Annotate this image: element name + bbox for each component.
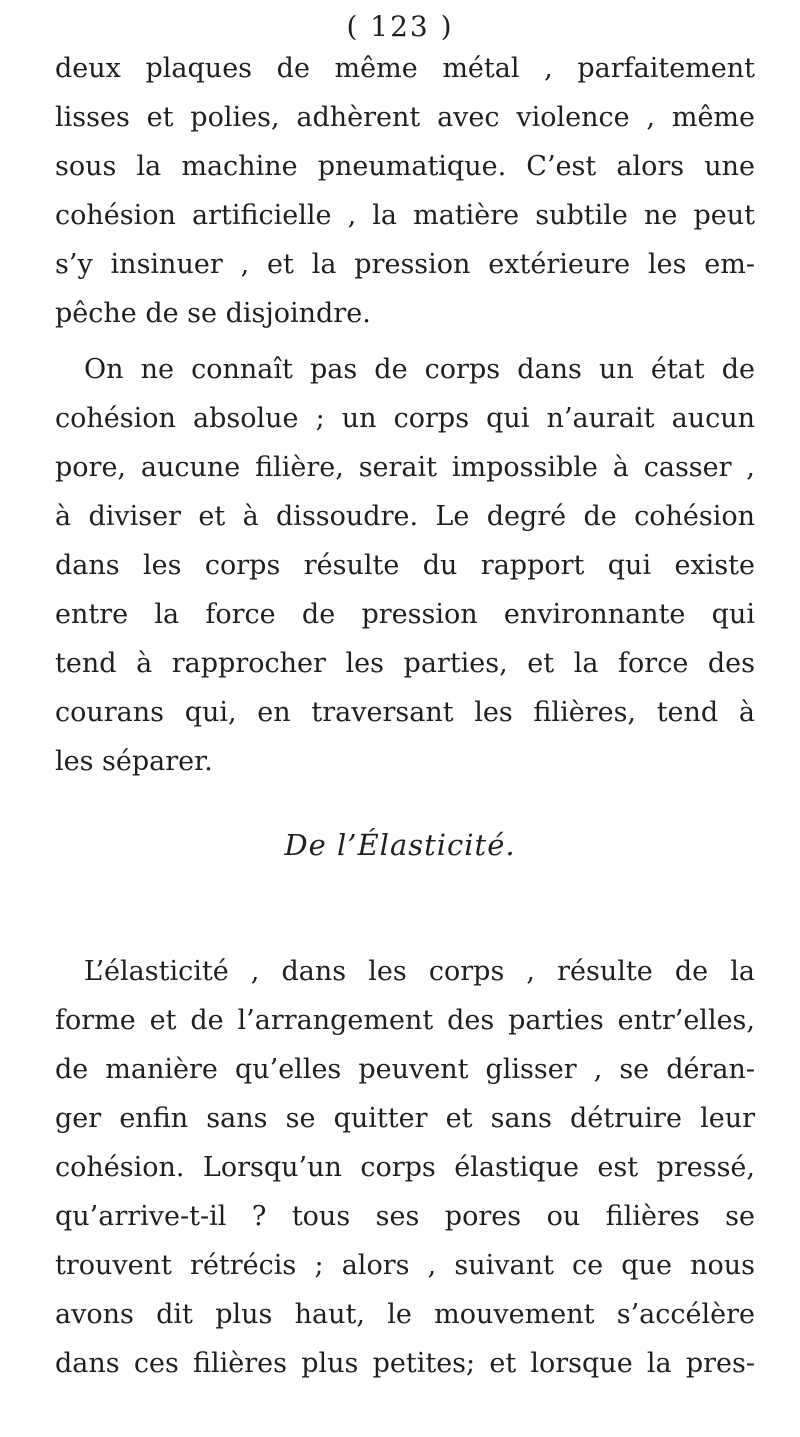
text-line: pêche de se disjoindre. xyxy=(55,298,371,329)
text-line: qu’arrive-t-il ? tous ses pores ou filières se xyxy=(55,1201,755,1232)
text-line: cohésion artificielle , la matière subtile ne peut xyxy=(55,200,755,231)
page-number: ( 123 ) xyxy=(346,10,454,43)
text-line: entre la force de pression environnante qui xyxy=(55,599,755,630)
text-line: cohésion absolue ; un corps qui n’aurait aucun xyxy=(55,403,755,434)
text-line: de manière qu’elles peuvent glisser , se déran- xyxy=(55,1054,755,1085)
text-line: forme et de l’arrangement des parties entr’elles, xyxy=(55,1005,755,1036)
text-line: pore, aucune filière, serait impossible à casser , xyxy=(55,452,755,483)
text-line: tend à rapprocher les parties, et la force des xyxy=(55,648,755,679)
text-line: dans ces filières plus petites; et lorsque la pres- xyxy=(55,1348,755,1379)
paragraph-elasticity xyxy=(55,947,755,1388)
text-line: courans qui, en traversant les filières, tend à xyxy=(55,697,755,728)
section-heading: De l’Élasticité. xyxy=(284,828,516,862)
text-line: trouvent rétrécis ; alors , suivant ce que nous xyxy=(55,1250,755,1281)
text-line: à diviser et à dissoudre. Le degré de cohésion xyxy=(55,501,755,532)
paragraph-continuation xyxy=(55,44,755,338)
text-line: lisses et polies, adhèrent avec violence , même xyxy=(55,102,755,133)
text-line: On ne connaît pas de corps dans un état de xyxy=(84,354,755,385)
text-line: dans les corps résulte du rapport qui existe xyxy=(55,550,755,581)
text-line: sous la machine pneumatique. C’est alors une xyxy=(55,151,755,182)
text-line: avons dit plus haut, le mouvement s’accélère xyxy=(55,1299,755,1330)
text-line: les séparer. xyxy=(55,746,213,777)
text-line: cohésion. Lorsqu’un corps élastique est pressé, xyxy=(55,1152,755,1183)
text-line: ger enfin sans se quitter et sans détruire leur xyxy=(55,1103,755,1134)
text-line: deux plaques de même métal , parfaitement xyxy=(55,53,755,84)
text-line: L’élasticité , dans les corps , résulte de la xyxy=(84,956,755,987)
text-line: s’y insinuer , et la pression extérieure les em- xyxy=(55,249,755,280)
paragraph-cohesion xyxy=(55,345,755,786)
